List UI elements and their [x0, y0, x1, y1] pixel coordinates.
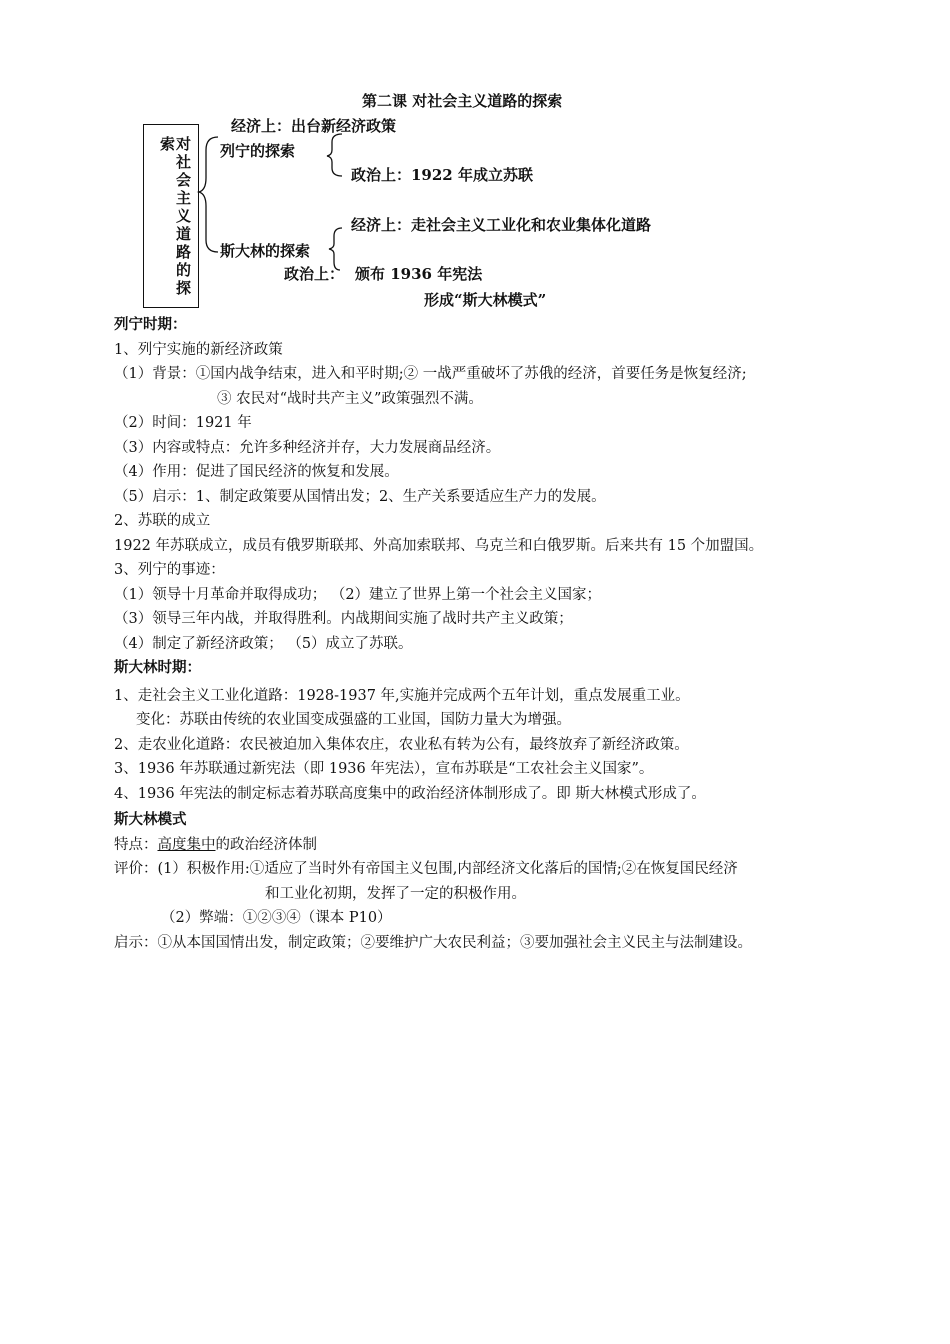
lenin-s1-time: （2）时间：1921 年 [114, 415, 252, 431]
stalin-model: 形成“斯大林模式” [424, 291, 547, 309]
stalin-pol-label: 政治上： [284, 265, 345, 283]
stalin-i1-change: 变化：苏联由传统的农业国变成强盛的工业国，国防力量大为增强。 [136, 712, 571, 728]
stalin-i2: 2、走农业化道路：农民被迫加入集体农庄，农业私有转为公有，最终放弃了新经济政策。 [114, 737, 689, 753]
stalin-label: 斯大林的探索 [220, 242, 311, 260]
model-eval1b: 和工业化初期，发挥了一定的积极作用。 [265, 886, 526, 902]
model-heading: 斯大林模式 [114, 811, 187, 828]
model-feature [114, 833, 317, 858]
box-char: 路 [176, 243, 192, 261]
lenin-s1: 1、列宁实施的新经济政策 [114, 342, 283, 358]
stalin-pol: 颁布 1936 年宪法 [355, 265, 483, 283]
model-lesson: 启示：①从本国国情出发，制定政策；②要维护广大农民利益；③要加强社会主义民主与法制建设。 [114, 935, 752, 951]
lenin-label: 列宁的探索 [220, 142, 296, 160]
lenin-econ: 经济上：出台新经济政策 [231, 117, 397, 135]
lenin-s1-bg1: （1）背景：①国内战争结束，进入和平时期;② 一战严重破坏了苏俄的经济，首要任务是恢复经济; [114, 366, 747, 382]
feature-rest: 的政治经济体制 [215, 837, 317, 853]
lenin-s3-l2: （3）领导三年内战，并取得胜利。内战期间实施了战时共产主义政策； [114, 611, 573, 627]
stalin-heading: 斯大林时期： [114, 659, 201, 676]
box-char: 探 [176, 279, 192, 297]
box-char: 会 [176, 171, 192, 189]
lenin-s2-text: 1922 年苏联成立，成员有俄罗斯联邦、外高加索联邦、乌克兰和白俄罗斯。后来共有 15 个加盟国。 [114, 538, 764, 554]
box-char: 义 [176, 207, 192, 225]
lenin-s3-l1: （1）领导十月革命并取得成功； （2）建立了世界上第一个社会主义国家； [114, 587, 602, 603]
feature-underlined: 高度集中 [157, 837, 216, 853]
lenin-s3-l3: （4）制定了新经济政策； （5）成立了苏联。 [114, 636, 413, 652]
lenin-s2: 2、苏联的成立 [114, 513, 211, 529]
box-char: 的 [176, 261, 192, 279]
stalin-econ: 经济上：走社会主义工业化和农业集体化道路 [351, 216, 652, 234]
model-eval1: 评价：(1）积极作用:①适应了当时外有帝国主义包围,内部经济文化落后的国情;②在恢复国民经济 [114, 861, 738, 877]
lenin-s3: 3、列宁的事迹： [114, 562, 225, 578]
box-char: 社 [176, 153, 192, 171]
lenin-pol: 政治上：1922 年成立苏联 [351, 166, 533, 184]
model-eval2: （2）弊端：①②③④（课本 P10） [161, 910, 392, 926]
feature-label: 特点： [114, 837, 158, 853]
lenin-s1-lesson: （5）启示：1、制定政策要从国情出发；2、生产关系要适应生产力的发展。 [114, 489, 606, 505]
lenin-heading: 列宁时期： [114, 316, 187, 333]
stalin-i4: 4、1936 年宪法的制定标志着苏联高度集中的政治经济体制形成了。即 斯大林模式形成了。 [114, 786, 706, 802]
lenin-s1-effect: （4）作用：促进了国民经济的恢复和发展。 [114, 464, 399, 480]
page-title: 第二课 对社会主义道路的探索 [362, 92, 563, 110]
stalin-i3: 3、1936 年苏联通过新宪法（即 1936 年宪法），宣布苏联是“工农社会主义国家”。 [114, 761, 654, 777]
box-char: 道 [176, 225, 192, 243]
box-char: 对 [176, 135, 192, 153]
stalin-i1: 1、走社会主义工业化道路：1928-1937 年,实施并完成两个五年计划，重点发展重工业。 [114, 688, 690, 704]
lenin-s1-content: （3）内容或特点：允许多种经济并存，大力发展商品经济。 [114, 440, 501, 456]
lenin-s1-bg2: ③ 农民对“战时共产主义”政策强烈不满。 [217, 391, 483, 407]
box-char: 主 [176, 189, 192, 207]
box-char: 索 [160, 135, 176, 153]
